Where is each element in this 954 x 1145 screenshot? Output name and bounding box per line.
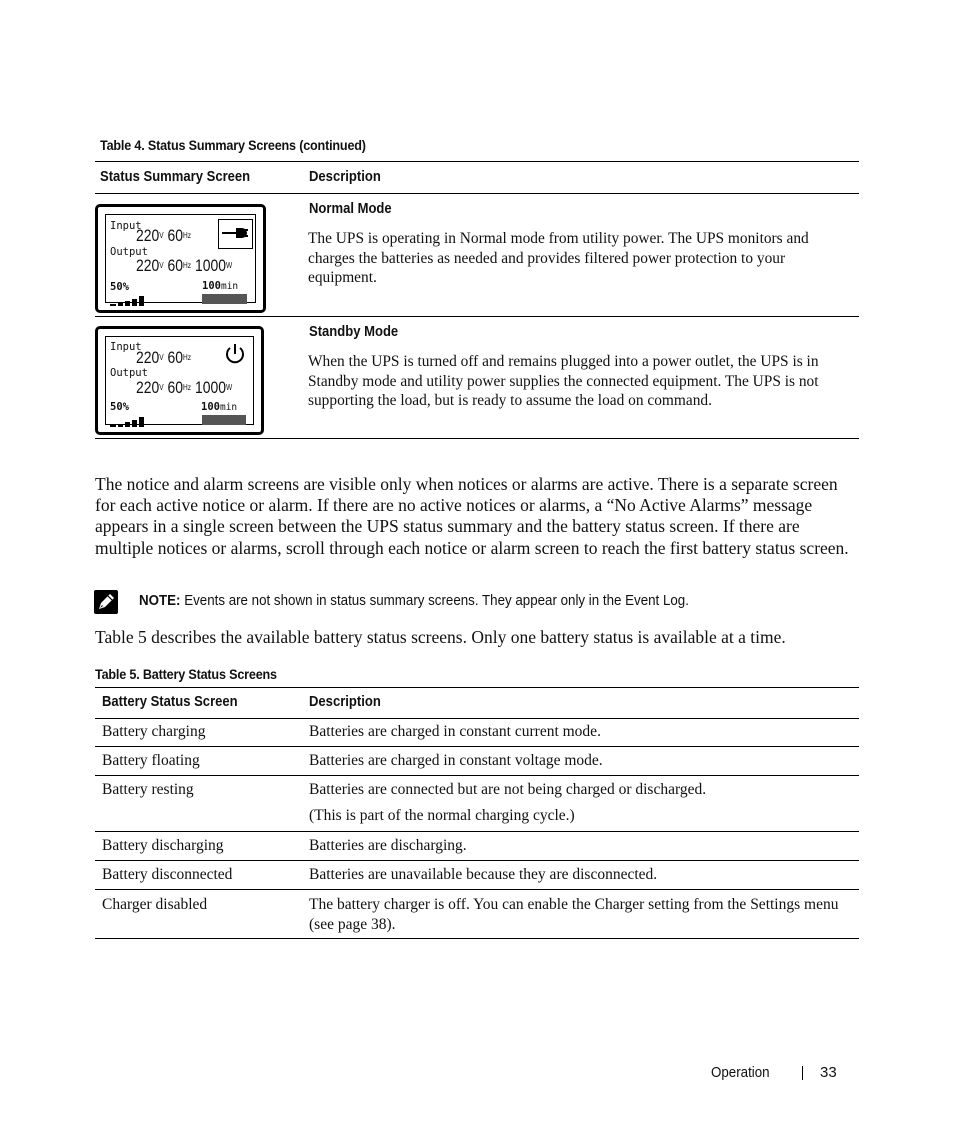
table-cell-screen: Battery floating <box>102 752 200 769</box>
table5-intro-paragraph: Table 5 describes the available battery status screens. Only one battery status is available at a time. <box>95 627 786 647</box>
table-row-rule <box>95 746 859 747</box>
table-cell-screen: Battery resting <box>102 781 194 798</box>
table-row-rule <box>95 889 859 890</box>
table-cell-description: Batteries are connected but are not being charged or discharged. <box>309 781 707 798</box>
page-number: 33 <box>820 1064 837 1081</box>
table5-top-rule <box>95 687 859 688</box>
standby-mode-description: When the UPS is turned off and remains plugged into a power outlet, the UPS is in Standby mode and utility power supplies the connected equipment. The UPS is not supporting the load, but is ready to assume the load on command. <box>308 353 819 409</box>
table4-caption: Table 4. Status Summary Screens (continued) <box>100 137 366 153</box>
footer-section: Operation <box>711 1065 770 1081</box>
table-cell-description: Batteries are charged in constant voltage mode. <box>309 752 603 769</box>
table5-header-rule <box>95 718 859 719</box>
battery-bar-icon <box>202 415 246 425</box>
lcd-load-percent: 50% <box>110 401 129 413</box>
lcd-output-label: Output <box>110 246 148 258</box>
lcd-runtime: 100min <box>201 401 238 413</box>
load-bars-icon <box>110 414 146 432</box>
lcd-input-reading: $220^V$ $60^{Hz}$ <box>136 348 192 367</box>
table-cell-screen: Battery discharging <box>102 837 224 854</box>
table-cell-description: Batteries are unavailable because they are disconnected. <box>309 866 658 883</box>
table-row-rule <box>95 860 859 861</box>
table-cell-screen: Charger disabled <box>102 896 208 913</box>
power-icon <box>222 341 248 372</box>
table-cell-description: Batteries are charged in constant current mode. <box>309 723 601 740</box>
standby-mode-title: Standby Mode <box>309 324 399 340</box>
table-cell-description-note: (This is part of the normal charging cycle.) <box>309 807 575 824</box>
table-cell-screen: Battery disconnected <box>102 866 233 883</box>
note-label: NOTE: <box>139 593 181 609</box>
table4-bottom-rule <box>95 438 859 439</box>
note <box>139 593 689 609</box>
pencil-note-icon <box>94 590 118 614</box>
lcd-input-label: Input <box>110 220 142 232</box>
footer-divider <box>802 1066 803 1080</box>
table4-col2-header: Description <box>309 169 381 185</box>
notice-alarm-paragraph: The notice and alarm screens are visible only when notices or alarms are active. There is a separate screen for each active notice or alarm. If there are no active notices or alarms, a “No Active Alarms” message appears in a single screen between the UPS status summary and the battery status screen. If there are multiple notices or alarms, scroll through each notice or alarm screen to reach the first battery status screen. <box>95 474 849 558</box>
lcd-standby-mode <box>95 326 264 435</box>
table4-header-rule <box>95 193 859 194</box>
plug-icon <box>218 219 253 249</box>
table4-row-rule <box>95 316 859 317</box>
table5-bottom-rule <box>95 938 859 939</box>
lcd-runtime: 100min <box>202 280 239 292</box>
table5-col2-header: Description <box>309 694 381 710</box>
table-cell-description: The battery charger is off. You can enable the Charger setting from the Settings menu (see page 38). <box>309 896 839 933</box>
lcd-input-label: Input <box>110 341 142 353</box>
lcd-normal-mode <box>95 204 266 313</box>
lcd-screen <box>105 214 256 303</box>
table-row-rule <box>95 775 859 776</box>
table-cell-screen: Battery charging <box>102 723 206 740</box>
normal-mode-description: The UPS is operating in Normal mode from utility power. The UPS monitors and charges the batteries as needed and provides filtered power protection to your equipment. <box>308 230 809 286</box>
load-bars-icon <box>110 293 146 311</box>
table-cell-description: Batteries are discharging. <box>309 837 467 854</box>
lcd-load-percent: 50% <box>110 281 129 293</box>
lcd-output-reading: $220^V$ $60^{Hz}$ $1000^W$ <box>136 378 233 397</box>
lcd-screen <box>105 336 254 425</box>
table-row-rule <box>95 831 859 832</box>
lcd-output-label: Output <box>110 367 148 379</box>
table5-caption: Table 5. Battery Status Screens <box>95 666 277 682</box>
battery-bar-icon <box>202 294 247 304</box>
table4-col1-header: Status Summary Screen <box>100 169 251 185</box>
table4-top-rule <box>95 161 859 162</box>
note-text: Events are not shown in status summary screens. They appear only in the Event Log. <box>184 593 689 609</box>
lcd-input-reading: $220^V$ $60^{Hz}$ <box>136 226 192 245</box>
lcd-output-reading: $220^V$ $60^{Hz}$ $1000^W$ <box>136 256 233 275</box>
table5-col1-header: Battery Status Screen <box>102 694 238 710</box>
normal-mode-title: Normal Mode <box>309 201 392 217</box>
